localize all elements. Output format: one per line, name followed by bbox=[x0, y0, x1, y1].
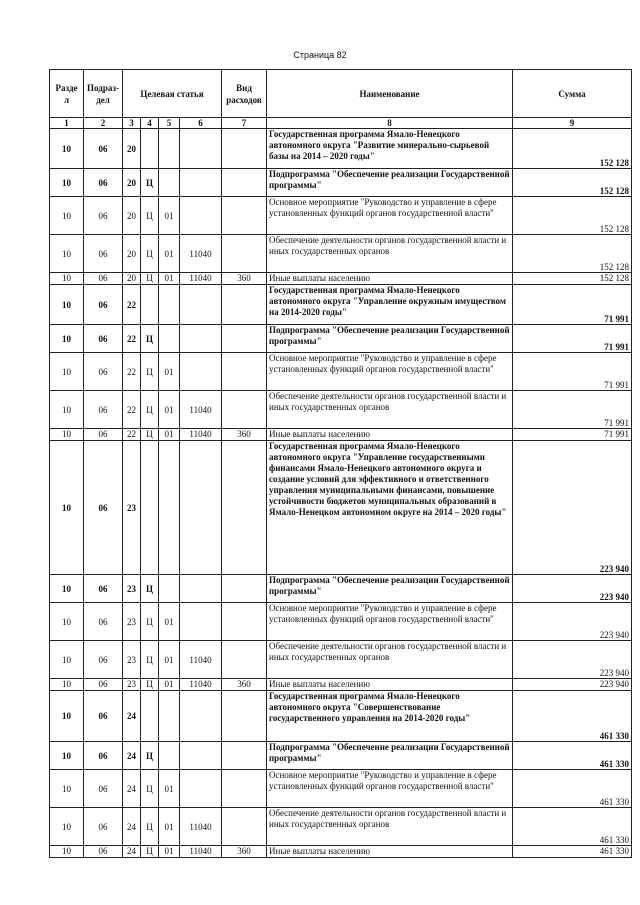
cell-activity-code: 01 bbox=[159, 770, 180, 808]
cell-direction-code bbox=[180, 197, 222, 235]
cell-amount: 223 940 bbox=[513, 641, 632, 679]
cell-direction-code bbox=[180, 285, 222, 325]
cell-amount: 71 991 bbox=[513, 353, 632, 391]
cell-section: 10 bbox=[50, 742, 84, 770]
cell-amount: 152 128 bbox=[513, 169, 632, 197]
cell-program-code: 23 bbox=[123, 641, 141, 679]
cell-activity-code: 01 bbox=[159, 235, 180, 273]
cell-name: Основное мероприятие "Руководство и управление в сфере установленных функций органов государственной власти" bbox=[267, 353, 513, 391]
cell-subsection: 06 bbox=[84, 742, 123, 770]
cell-direction-code: 11040 bbox=[180, 641, 222, 679]
column-number: 5 bbox=[159, 118, 180, 129]
cell-section: 10 bbox=[50, 441, 84, 575]
cell-activity-code bbox=[159, 285, 180, 325]
cell-expense-type bbox=[222, 353, 267, 391]
cell-amount: 461 330 bbox=[513, 770, 632, 808]
cell-name: Иные выплаты населению bbox=[267, 679, 513, 691]
cell-subprogram-code: Ц bbox=[141, 770, 159, 808]
cell-section: 10 bbox=[50, 808, 84, 846]
cell-amount: 152 128 bbox=[513, 129, 632, 169]
cell-subsection: 06 bbox=[84, 235, 123, 273]
cell-activity-code: 01 bbox=[159, 846, 180, 858]
cell-name: Обеспечение деятельности органов государственной власти и иных государственных органов bbox=[267, 808, 513, 846]
cell-program-code: 20 bbox=[123, 197, 141, 235]
cell-section: 10 bbox=[50, 169, 84, 197]
cell-activity-code bbox=[159, 575, 180, 603]
cell-name: Обеспечение деятельности органов государственной власти и иных государственных органов bbox=[267, 641, 513, 679]
table-body bbox=[50, 129, 632, 858]
cell-subsection: 06 bbox=[84, 808, 123, 846]
cell-activity-code: 01 bbox=[159, 353, 180, 391]
cell-expense-type bbox=[222, 197, 267, 235]
cell-subsection: 06 bbox=[84, 603, 123, 641]
cell-section: 10 bbox=[50, 353, 84, 391]
table-row bbox=[50, 197, 632, 235]
cell-subsection: 06 bbox=[84, 129, 123, 169]
cell-subsection: 06 bbox=[84, 285, 123, 325]
cell-subprogram-code: Ц bbox=[141, 169, 159, 197]
cell-subsection: 06 bbox=[84, 353, 123, 391]
cell-program-code: 24 bbox=[123, 770, 141, 808]
cell-subprogram-code: Ц bbox=[141, 808, 159, 846]
cell-subprogram-code: Ц bbox=[141, 603, 159, 641]
cell-activity-code bbox=[159, 129, 180, 169]
cell-subsection: 06 bbox=[84, 197, 123, 235]
table-row bbox=[50, 770, 632, 808]
cell-name: Подпрограмма "Обеспечение реализации Государственной программы" bbox=[267, 169, 513, 197]
table-row bbox=[50, 129, 632, 169]
table-row bbox=[50, 691, 632, 742]
header-target-article: Целевая статья bbox=[123, 70, 222, 118]
table-row bbox=[50, 575, 632, 603]
cell-name: Государственная программа Ямало-Ненецкого автономного округа "Совершенствование государственного управления на 2014-2020 годы" bbox=[267, 691, 513, 742]
column-number: 9 bbox=[513, 118, 632, 129]
cell-section: 10 bbox=[50, 575, 84, 603]
table-row bbox=[50, 742, 632, 770]
cell-amount: 223 940 bbox=[513, 679, 632, 691]
column-number: 6 bbox=[180, 118, 222, 129]
cell-activity-code bbox=[159, 691, 180, 742]
cell-amount: 461 330 bbox=[513, 691, 632, 742]
table-row bbox=[50, 169, 632, 197]
cell-expense-type: 360 bbox=[222, 273, 267, 285]
cell-expense-type bbox=[222, 235, 267, 273]
cell-expense-type: 360 bbox=[222, 846, 267, 858]
header-expense-type: Вид расходов bbox=[222, 70, 267, 118]
table-row bbox=[50, 273, 632, 285]
cell-expense-type bbox=[222, 641, 267, 679]
cell-program-code: 20 bbox=[123, 273, 141, 285]
cell-program-code: 22 bbox=[123, 353, 141, 391]
cell-program-code: 23 bbox=[123, 679, 141, 691]
cell-amount: 223 940 bbox=[513, 603, 632, 641]
table-row bbox=[50, 285, 632, 325]
cell-section: 10 bbox=[50, 391, 84, 429]
cell-subprogram-code bbox=[141, 691, 159, 742]
cell-subprogram-code: Ц bbox=[141, 575, 159, 603]
cell-activity-code bbox=[159, 169, 180, 197]
cell-direction-code: 11040 bbox=[180, 846, 222, 858]
cell-subprogram-code: Ц bbox=[141, 353, 159, 391]
cell-name: Обеспечение деятельности органов государственной власти и иных государственных органов bbox=[267, 235, 513, 273]
cell-program-code: 24 bbox=[123, 742, 141, 770]
cell-subprogram-code bbox=[141, 441, 159, 575]
cell-expense-type bbox=[222, 285, 267, 325]
cell-subsection: 06 bbox=[84, 169, 123, 197]
cell-subprogram-code: Ц bbox=[141, 273, 159, 285]
cell-section: 10 bbox=[50, 691, 84, 742]
table-row bbox=[50, 641, 632, 679]
column-number: 7 bbox=[222, 118, 267, 129]
cell-direction-code bbox=[180, 353, 222, 391]
cell-name: Основное мероприятие "Руководство и управление в сфере установленных функций органов государственной власти" bbox=[267, 603, 513, 641]
cell-subprogram-code: Ц bbox=[141, 679, 159, 691]
cell-section: 10 bbox=[50, 641, 84, 679]
cell-subsection: 06 bbox=[84, 325, 123, 353]
cell-subsection: 06 bbox=[84, 691, 123, 742]
cell-subprogram-code: Ц bbox=[141, 325, 159, 353]
cell-amount: 71 991 bbox=[513, 285, 632, 325]
cell-subsection: 06 bbox=[84, 679, 123, 691]
cell-amount: 152 128 bbox=[513, 235, 632, 273]
cell-amount: 152 128 bbox=[513, 273, 632, 285]
table-row bbox=[50, 235, 632, 273]
cell-expense-type: 360 bbox=[222, 679, 267, 691]
cell-name: Иные выплаты населению bbox=[267, 846, 513, 858]
cell-program-code: 23 bbox=[123, 441, 141, 575]
cell-direction-code: 11040 bbox=[180, 273, 222, 285]
cell-amount: 71 991 bbox=[513, 391, 632, 429]
table-row bbox=[50, 603, 632, 641]
cell-direction-code bbox=[180, 691, 222, 742]
cell-amount: 152 128 bbox=[513, 197, 632, 235]
cell-expense-type bbox=[222, 129, 267, 169]
cell-subprogram-code: Ц bbox=[141, 391, 159, 429]
budget-table bbox=[49, 69, 632, 858]
cell-direction-code bbox=[180, 169, 222, 197]
column-number: 8 bbox=[267, 118, 513, 129]
cell-subsection: 06 bbox=[84, 641, 123, 679]
cell-subsection: 06 bbox=[84, 846, 123, 858]
cell-direction-code bbox=[180, 603, 222, 641]
cell-activity-code: 01 bbox=[159, 679, 180, 691]
cell-activity-code: 01 bbox=[159, 429, 180, 441]
cell-expense-type bbox=[222, 391, 267, 429]
cell-expense-type bbox=[222, 575, 267, 603]
cell-direction-code: 11040 bbox=[180, 391, 222, 429]
cell-subprogram-code: Ц bbox=[141, 197, 159, 235]
cell-amount: 461 330 bbox=[513, 742, 632, 770]
cell-name: Обеспечение деятельности органов государственной власти и иных государственных органов bbox=[267, 391, 513, 429]
cell-subprogram-code: Ц bbox=[141, 235, 159, 273]
cell-activity-code: 01 bbox=[159, 808, 180, 846]
table-row bbox=[50, 391, 632, 429]
cell-program-code: 22 bbox=[123, 285, 141, 325]
cell-subsection: 06 bbox=[84, 770, 123, 808]
cell-section: 10 bbox=[50, 429, 84, 441]
cell-program-code: 24 bbox=[123, 808, 141, 846]
cell-activity-code: 01 bbox=[159, 391, 180, 429]
cell-program-code: 20 bbox=[123, 235, 141, 273]
cell-expense-type bbox=[222, 603, 267, 641]
cell-section: 10 bbox=[50, 679, 84, 691]
cell-amount: 223 940 bbox=[513, 441, 632, 575]
cell-direction-code bbox=[180, 770, 222, 808]
cell-subprogram-code: Ц bbox=[141, 742, 159, 770]
cell-program-code: 22 bbox=[123, 429, 141, 441]
cell-name: Государственная программа Ямало-Ненецкого автономного округа "Управление окружным имуществом на 2014-2020 годы" bbox=[267, 285, 513, 325]
cell-section: 10 bbox=[50, 197, 84, 235]
cell-direction-code: 11040 bbox=[180, 679, 222, 691]
cell-direction-code bbox=[180, 129, 222, 169]
cell-name: Основное мероприятие "Руководство и управление в сфере установленных функций органов государственной власти" bbox=[267, 770, 513, 808]
cell-subsection: 06 bbox=[84, 391, 123, 429]
table-row bbox=[50, 353, 632, 391]
column-number: 3 bbox=[123, 118, 141, 129]
cell-section: 10 bbox=[50, 770, 84, 808]
table-row bbox=[50, 441, 632, 575]
column-number: 4 bbox=[141, 118, 159, 129]
cell-direction-code: 11040 bbox=[180, 429, 222, 441]
cell-name: Подпрограмма "Обеспечение реализации Государственной программы" bbox=[267, 325, 513, 353]
cell-expense-type bbox=[222, 169, 267, 197]
cell-subsection: 06 bbox=[84, 273, 123, 285]
cell-name: Иные выплаты населению bbox=[267, 273, 513, 285]
header-subsection: Подраз- дел bbox=[84, 70, 123, 118]
table-row bbox=[50, 679, 632, 691]
header-row bbox=[50, 70, 632, 118]
cell-expense-type bbox=[222, 691, 267, 742]
cell-section: 10 bbox=[50, 603, 84, 641]
cell-name: Подпрограмма "Обеспечение реализации Государственной программы" bbox=[267, 742, 513, 770]
cell-direction-code bbox=[180, 742, 222, 770]
cell-expense-type bbox=[222, 325, 267, 353]
cell-activity-code bbox=[159, 441, 180, 575]
table-row bbox=[50, 846, 632, 858]
header-section: Разде л bbox=[50, 70, 84, 118]
cell-activity-code bbox=[159, 742, 180, 770]
cell-program-code: 23 bbox=[123, 575, 141, 603]
cell-subprogram-code: Ц bbox=[141, 846, 159, 858]
cell-program-code: 20 bbox=[123, 129, 141, 169]
cell-section: 10 bbox=[50, 129, 84, 169]
cell-activity-code bbox=[159, 325, 180, 353]
cell-direction-code: 11040 bbox=[180, 808, 222, 846]
cell-expense-type bbox=[222, 742, 267, 770]
cell-subprogram-code bbox=[141, 285, 159, 325]
header-amount: Сумма bbox=[513, 70, 632, 118]
table-row bbox=[50, 325, 632, 353]
cell-expense-type bbox=[222, 770, 267, 808]
column-number: 1 bbox=[50, 118, 84, 129]
cell-name: Основное мероприятие "Руководство и управление в сфере установленных функций органов государственной власти" bbox=[267, 197, 513, 235]
cell-activity-code: 01 bbox=[159, 603, 180, 641]
cell-amount: 461 330 bbox=[513, 808, 632, 846]
cell-direction-code bbox=[180, 575, 222, 603]
cell-expense-type bbox=[222, 808, 267, 846]
cell-program-code: 23 bbox=[123, 603, 141, 641]
cell-section: 10 bbox=[50, 846, 84, 858]
cell-amount: 71 991 bbox=[513, 325, 632, 353]
cell-subsection: 06 bbox=[84, 441, 123, 575]
cell-program-code: 22 bbox=[123, 391, 141, 429]
cell-name: Государственная программа Ямало-Ненецкого автономного округа "Развитие минерально-сырьевой базы на 2014 – 2020 годы" bbox=[267, 129, 513, 169]
cell-expense-type bbox=[222, 441, 267, 575]
cell-section: 10 bbox=[50, 285, 84, 325]
column-number: 2 bbox=[84, 118, 123, 129]
cell-subsection: 06 bbox=[84, 575, 123, 603]
cell-direction-code: 11040 bbox=[180, 235, 222, 273]
cell-section: 10 bbox=[50, 235, 84, 273]
cell-section: 10 bbox=[50, 273, 84, 285]
cell-program-code: 20 bbox=[123, 169, 141, 197]
cell-activity-code: 01 bbox=[159, 197, 180, 235]
header-name: Наименование bbox=[267, 70, 513, 118]
cell-direction-code bbox=[180, 441, 222, 575]
cell-activity-code: 01 bbox=[159, 641, 180, 679]
page-label: Страница 82 bbox=[293, 50, 347, 60]
cell-name: Иные выплаты населению bbox=[267, 429, 513, 441]
cell-expense-type: 360 bbox=[222, 429, 267, 441]
cell-amount: 461 330 bbox=[513, 846, 632, 858]
cell-name: Подпрограмма "Обеспечение реализации Государственной программы" bbox=[267, 575, 513, 603]
cell-section: 10 bbox=[50, 325, 84, 353]
table-row bbox=[50, 429, 632, 441]
cell-amount: 71 991 bbox=[513, 429, 632, 441]
cell-subsection: 06 bbox=[84, 429, 123, 441]
cell-direction-code bbox=[180, 325, 222, 353]
cell-amount: 223 940 bbox=[513, 575, 632, 603]
cell-subprogram-code bbox=[141, 129, 159, 169]
column-numbers-row bbox=[50, 118, 632, 129]
cell-subprogram-code: Ц bbox=[141, 429, 159, 441]
table-row bbox=[50, 808, 632, 846]
cell-name: Государственная программа Ямало-Ненецкого автономного округа "Управление государственными финансами Ямало-Ненецкого автономного округа и создание условий для эффективного и ответственного управления муниципальными финансами, повышение устойчивости бюджетов муниципальных образований в Ямало-Ненецком автономном округе на 2014 – 2020 годы" bbox=[267, 441, 513, 575]
cell-subprogram-code: Ц bbox=[141, 641, 159, 679]
cell-program-code: 24 bbox=[123, 691, 141, 742]
cell-program-code: 24 bbox=[123, 846, 141, 858]
cell-program-code: 22 bbox=[123, 325, 141, 353]
cell-activity-code: 01 bbox=[159, 273, 180, 285]
